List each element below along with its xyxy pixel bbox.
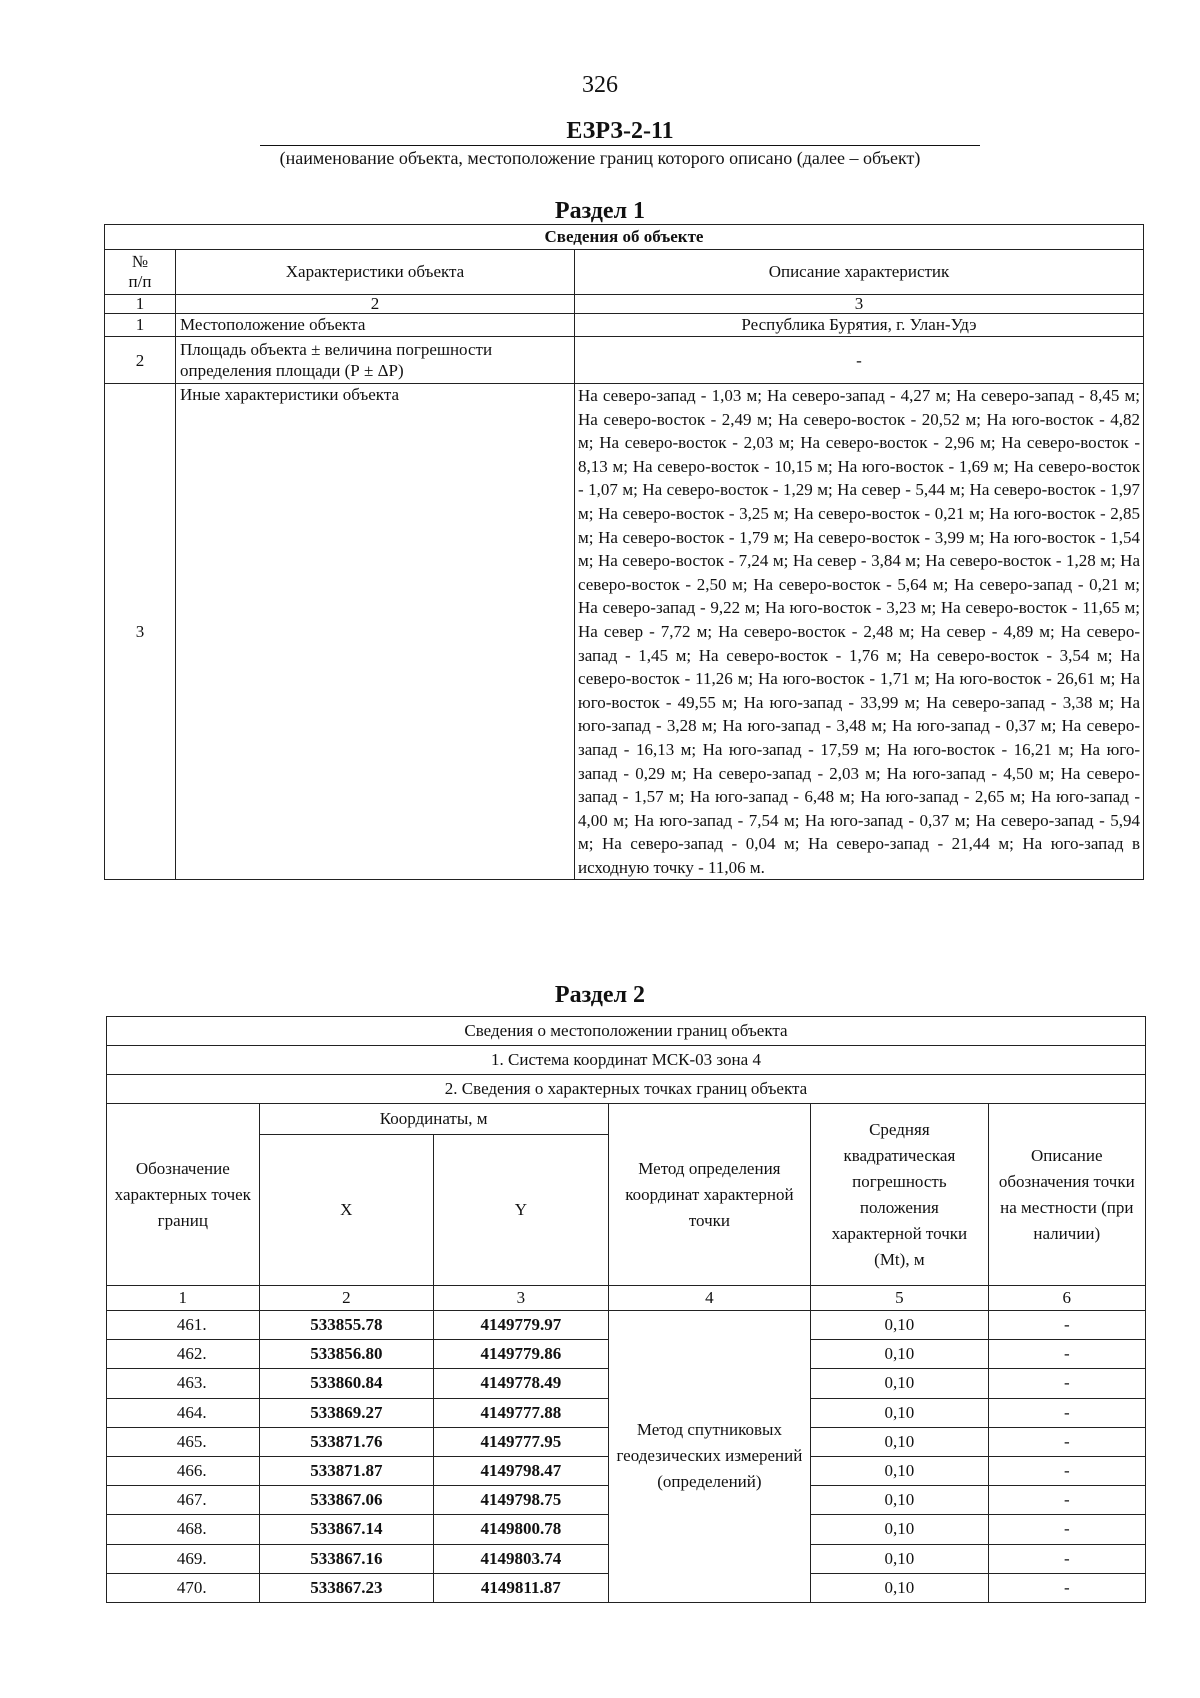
- point-desc: -: [988, 1398, 1145, 1427]
- header-method: Метод определения координат характерной точки: [608, 1104, 811, 1286]
- point-mt: 0,10: [811, 1486, 988, 1515]
- point-id: 467.: [107, 1486, 260, 1515]
- point-x: 533867.06: [259, 1486, 433, 1515]
- point-y: 4149778.49: [434, 1369, 609, 1398]
- point-x: 533871.87: [259, 1456, 433, 1485]
- point-id: 466.: [107, 1456, 260, 1485]
- header-y: Y: [434, 1135, 609, 1286]
- point-y: 4149779.97: [434, 1311, 609, 1340]
- header-x: X: [259, 1135, 433, 1286]
- row-description: -: [575, 337, 1144, 384]
- row-description-boundary: На северо-запад - 1,03 м; На северо-запад - 4,27 м; На северо-запад - 8,45 м; На северо-восток - 2,49 м; На северо-восток - 20,52 м; На юго-восток - 4,82 м; На северо-восток - 2,03 м; На северо-восток - 2,96 м; На северо-восток - 8,13 м; На северо-восток - 10,15 м; На юго-восток - 1,69 м; На северо-восток - 1,07 м; На северо-восток - 1,29 м; На север - 5,44 м; На северо-восток - 1,97 м; На северо-восток - 3,25 м; На северо-восток - 0,21 м; На юго-восток - 2,85 м; На северо-восток - 1,79 м; На северо-восток - 3,99 м; На юго-восток - 1,54 м; На северо-восток - 7,24 м; На север - 3,84 м; На северо-восток - 1,28 м; На северо-восток - 2,50 м; На северо-восток - 5,64 м; На северо-запад - 0,21 м; На северо-запад - 9,22 м; На юго-восток - 3,23 м; На северо-восток - 11,65 м; На север - 7,72 м; На северо-восток - 2,48 м; На север - 4,89 м; На северо-запад - 1,45 м; На северо-восток - 1,76 м; На северо-восток - 3,54 м; На северо-восток - 11,26 м; На юго-восток - 1,71 м; На юго-восток - 26,61 м; На юго-восток - 49,55 м; На юго-запад - 33,99 м; На северо-запад - 3,38 м; На юго-запад - 3,28 м; На юго-запад - 3,48 м; На юго-запад - 0,37 м; На северо-запад - 16,13 м; На юго-запад - 17,59 м; На юго-восток - 16,21 м; На юго-запад - 0,29 м; На северо-запад - 2,03 м; На юго-запад - 4,50 м; На северо-запад - 1,57 м; На юго-запад - 6,48 м; На юго-запад - 2,65 м; На юго-запад - 4,00 м; На юго-запад - 7,54 м; На юго-запад - 0,37 м; На северо-запад - 5,94 м; На северо-запад - 0,04 м; На северо-запад - 21,44 м; На юго-запад в исходную точку - 11,06 м.: [575, 384, 1144, 880]
- point-y: 4149779.86: [434, 1340, 609, 1369]
- point-mt: 0,10: [811, 1369, 988, 1398]
- point-x: 533855.78: [259, 1311, 433, 1340]
- column-number: 5: [811, 1286, 988, 1311]
- point-desc: -: [988, 1515, 1145, 1544]
- column-number: 3: [434, 1286, 609, 1311]
- point-desc: -: [988, 1311, 1145, 1340]
- point-mt: 0,10: [811, 1573, 988, 1602]
- row-num: 1: [105, 314, 176, 337]
- point-y: 4149811.87: [434, 1573, 609, 1602]
- point-x: 533856.80: [259, 1340, 433, 1369]
- page-number: 326: [582, 72, 618, 98]
- column-number: 4: [608, 1286, 811, 1311]
- point-x: 533867.14: [259, 1515, 433, 1544]
- point-x: 533867.16: [259, 1544, 433, 1573]
- section1-caption: Сведения об объекте: [105, 225, 1144, 250]
- point-id: 464.: [107, 1398, 260, 1427]
- point-desc: -: [988, 1573, 1145, 1602]
- table-row: [105, 314, 1144, 337]
- section2-table: [106, 1016, 1146, 1603]
- point-desc: -: [988, 1340, 1145, 1369]
- point-y: 4149777.95: [434, 1427, 609, 1456]
- header-num: [105, 250, 176, 295]
- point-method: Метод спутниковых геодезических измерений (определений): [608, 1311, 811, 1603]
- point-id: 465.: [107, 1427, 260, 1456]
- point-mt: 0,10: [811, 1544, 988, 1573]
- point-x: 533867.23: [259, 1573, 433, 1602]
- section2-title: Раздел 2: [554, 982, 646, 1008]
- row-description: Республика Бурятия, г. Улан-Удэ: [575, 314, 1144, 337]
- point-mt: 0,10: [811, 1340, 988, 1369]
- column-number: 3: [575, 295, 1144, 314]
- section2-info-line: Сведения о местоположении границ объекта: [107, 1017, 1146, 1046]
- point-x: 533871.76: [259, 1427, 433, 1456]
- section1-title: Раздел 1: [554, 198, 646, 224]
- header-point-desc: Описание обозначения точки на местности (при наличии): [988, 1104, 1145, 1286]
- point-y: 4149803.74: [434, 1544, 609, 1573]
- header-coords: Координаты, м: [259, 1104, 608, 1135]
- point-mt: 0,10: [811, 1398, 988, 1427]
- header-characteristics: Характеристики объекта: [176, 250, 575, 295]
- row-characteristic: Местоположение объекта: [176, 314, 575, 337]
- column-number: 1: [105, 295, 176, 314]
- point-y: 4149798.47: [434, 1456, 609, 1485]
- point-desc: -: [988, 1427, 1145, 1456]
- points-table-body: [107, 1311, 1146, 1603]
- point-y: 4149798.75: [434, 1486, 609, 1515]
- point-desc: -: [988, 1544, 1145, 1573]
- point-x: 533860.84: [259, 1369, 433, 1398]
- point-id: 469.: [107, 1544, 260, 1573]
- section2-info-line: 1. Система координат МСК-03 зона 4: [107, 1046, 1146, 1075]
- column-number: 1: [107, 1286, 260, 1311]
- header-num-text: № п/п: [128, 252, 152, 291]
- header-error: Средняя квадратическая погрешность положения характерной точки (Mt), м: [811, 1104, 988, 1286]
- row-num: 2: [105, 337, 176, 384]
- section1-table: [104, 224, 1144, 880]
- point-id: 468.: [107, 1515, 260, 1544]
- column-number: 2: [176, 295, 575, 314]
- point-id: 470.: [107, 1573, 260, 1602]
- point-desc: -: [988, 1456, 1145, 1485]
- point-mt: 0,10: [811, 1427, 988, 1456]
- point-id: 463.: [107, 1369, 260, 1398]
- column-number: 2: [259, 1286, 433, 1311]
- header-point: Обозначение характерных точек границ: [107, 1104, 260, 1286]
- table-row: [105, 384, 1144, 880]
- point-mt: 0,10: [811, 1456, 988, 1485]
- section2-info-line: 2. Сведения о характерных точках границ объекта: [107, 1075, 1146, 1104]
- point-id: 461.: [107, 1311, 260, 1340]
- row-characteristic: Площадь объекта ± величина погрешности определения площади (Р ± ΔР): [176, 337, 575, 384]
- row-characteristic: Иные характеристики объекта: [176, 384, 575, 880]
- point-y: 4149800.78: [434, 1515, 609, 1544]
- object-title: ЕЗРЗ-2-11: [260, 117, 980, 146]
- table-row: [107, 1311, 1146, 1340]
- point-desc: -: [988, 1369, 1145, 1398]
- point-y: 4149777.88: [434, 1398, 609, 1427]
- point-id: 462.: [107, 1340, 260, 1369]
- point-desc: -: [988, 1486, 1145, 1515]
- column-number: 6: [988, 1286, 1145, 1311]
- point-x: 533869.27: [259, 1398, 433, 1427]
- point-mt: 0,10: [811, 1311, 988, 1340]
- table-row: [105, 337, 1144, 384]
- header-description: Описание характеристик: [575, 250, 1144, 295]
- point-mt: 0,10: [811, 1515, 988, 1544]
- object-caption: (наименование объекта, местоположение границ которого описано (далее – объект): [279, 148, 921, 168]
- row-num: 3: [105, 384, 176, 880]
